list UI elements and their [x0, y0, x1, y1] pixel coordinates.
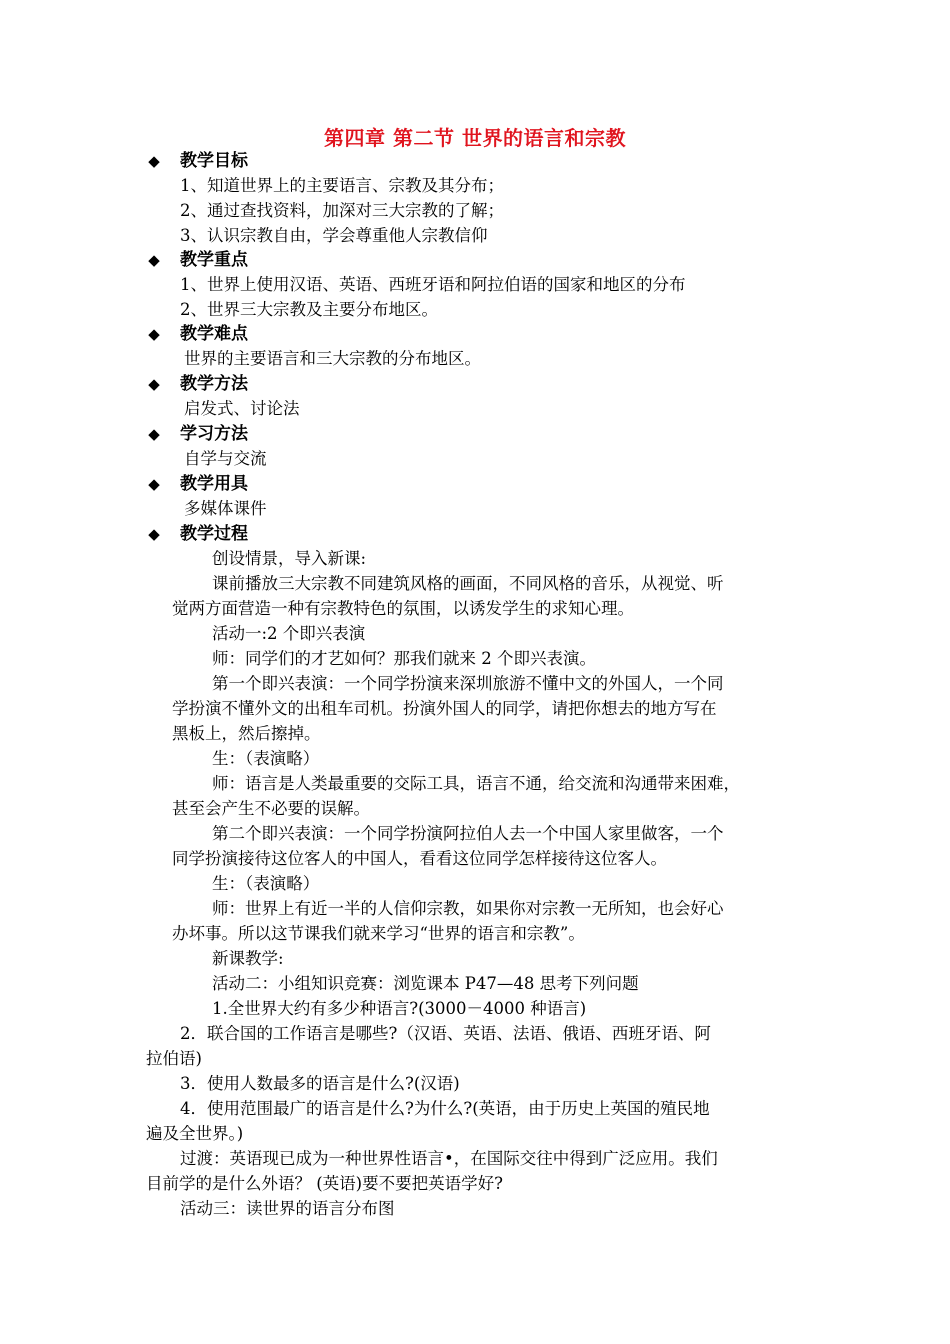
section-line: 2、通过查找资料，加深对三大宗教的了解；: [180, 201, 504, 220]
process-line: 办坏事。所以这节课我们就来学习“世界的语言和宗教”。: [172, 924, 585, 943]
process-line: 同学扮演接待这位客人的中国人，看看这位同学怎样接待这位客人。: [172, 849, 667, 868]
section-line: 自学与交流: [184, 449, 267, 468]
process-line: 活动二：小组知识竞赛：浏览课本 P47—48 思考下列问题: [212, 974, 639, 993]
process-line: 创设情景，导入新课:: [212, 549, 367, 568]
section-line: 世界的主要语言和三大宗教的分布地区。: [184, 349, 481, 368]
process-line: 目前学的是什么外语？ (英语)要不要把英语学好?: [146, 1174, 503, 1193]
process-line: 新课教学:: [212, 949, 284, 968]
bullet-diamond-icon: ◆: [148, 525, 160, 543]
section-heading: 教学过程: [180, 524, 248, 544]
process-line: 第二个即兴表演：一个同学扮演阿拉伯人去一个中国人家里做客，一个: [212, 824, 724, 843]
process-line: 2．联合国的工作语言是哪些?（汉语、英语、法语、俄语、西班牙语、阿: [180, 1024, 711, 1043]
process-line: 师：同学们的才艺如何？那我们就来 2 个即兴表演。: [212, 649, 596, 668]
section-heading: 教学重点: [180, 250, 248, 270]
section-line: 多媒体课件: [184, 499, 267, 518]
process-line: 过渡：英语现已成为一种世界性语言•，在国际交往中得到广泛应用。我们: [180, 1149, 718, 1168]
process-line: 生：（表演略）: [212, 749, 320, 768]
process-line: 生：（表演略）: [212, 874, 320, 893]
process-line: 觉两方面营造一种有宗教特色的氛围，以诱发学生的求知心理。: [172, 599, 634, 618]
section-line: 2、世界三大宗教及主要分布地区。: [180, 300, 438, 319]
process-line: 遍及全世界。): [146, 1124, 244, 1143]
process-line: 师：世界上有近一半的人信仰宗教，如果你对宗教一无所知，也会好心: [212, 899, 724, 918]
section-heading: 学习方法: [180, 424, 248, 444]
process-line: 4．使用范围最广的语言是什么?为什么?(英语，由于历史上英国的殖民地: [180, 1099, 710, 1118]
process-line: 拉伯语): [146, 1049, 202, 1068]
bullet-diamond-icon: ◆: [148, 375, 160, 393]
section-line: 1、世界上使用汉语、英语、西班牙语和阿拉伯语的国家和地区的分布: [180, 275, 686, 294]
section-heading: 教学用具: [180, 474, 248, 494]
process-line: 黑板上，然后擦掉。: [172, 724, 321, 743]
section-heading: 教学难点: [180, 324, 248, 344]
section-line: 1、知道世界上的主要语言、宗教及其分布；: [180, 176, 504, 195]
process-line: 课前播放三大宗教不同建筑风格的画面，不同风格的音乐，从视觉、听: [212, 574, 724, 593]
process-line: 1.全世界大约有多少种语言?(3000－4000 种语言): [212, 999, 587, 1018]
process-line: 甚至会产生不必要的误解。: [172, 799, 370, 818]
section-heading: 教学方法: [180, 374, 248, 394]
process-line: 师：语言是人类最重要的交际工具，语言不通，给交流和沟通带来困难，: [212, 774, 740, 793]
bullet-diamond-icon: ◆: [148, 325, 160, 343]
process-line: 第一个即兴表演：一个同学扮演来深圳旅游不懂中文的外国人，一个同: [212, 674, 724, 693]
section-line: 3、认识宗教自由，学会尊重他人宗教信仰: [180, 226, 488, 245]
process-line: 3．使用人数最多的语言是什么?(汉语): [180, 1074, 460, 1093]
section-heading: 教学目标: [180, 151, 248, 171]
process-line: 活动一:2 个即兴表演: [212, 624, 366, 643]
bullet-diamond-icon: ◆: [148, 251, 160, 269]
bullet-diamond-icon: ◆: [148, 425, 160, 443]
bullet-diamond-icon: ◆: [148, 475, 160, 493]
process-line: 活动三：读世界的语言分布图: [180, 1199, 395, 1218]
bullet-diamond-icon: ◆: [148, 152, 160, 170]
page-title: 第四章 第二节 世界的语言和宗教: [324, 126, 626, 150]
process-line: 学扮演不懂外文的出租车司机。扮演外国人的同学，请把你想去的地方写在: [172, 699, 717, 718]
section-line: 启发式、讨论法: [184, 399, 300, 418]
